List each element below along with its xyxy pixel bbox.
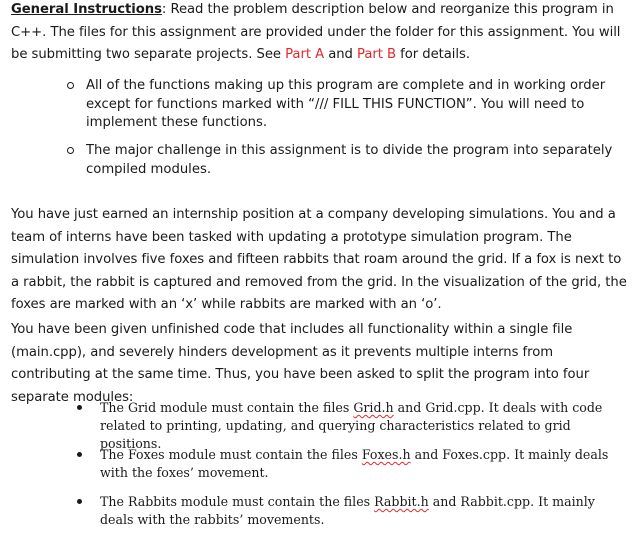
module-text-post: and Foxes.cpp. It mainly deals with the foxes’ movement.	[100, 447, 609, 480]
circle-bullet-item	[86, 142, 616, 179]
circle-bullet-icon	[67, 82, 74, 89]
bullet-dot-icon	[77, 499, 82, 504]
intro-paragraph: You have just earned an internship position at a company developing simulations. You and a team of interns have been tasked with updating a prototype simulation program. The simulation involves five foxes and fifteen rabbits that roam around the grid. If a fox is next to a rabbit, the rabbit is captured and removed from the grid. In the visualization of the grid, the foxes are marked with an ‘x’ while rabbits are marked with an ‘o’.	[11, 207, 627, 312]
module-text-pre: The Grid module must contain the files	[100, 400, 354, 415]
task-paragraph: You have been given unfinished code that includes all functionality within a single file (main.cpp), and severely hinders development as it prevents multiple interns from contributing at the same time. Thus, you have been asked to split the program into four separate modules:	[11, 322, 590, 405]
module-text-post: and Grid.cpp. It deals with code related to printing, updating, and querying characteristics related to grid positions.	[100, 400, 603, 451]
module-text-pre: The Foxes module must contain the files	[100, 447, 362, 462]
bullet-dot-icon	[77, 405, 82, 410]
general-instructions-label: General Instructions	[11, 2, 162, 17]
module-item-grid	[100, 399, 630, 453]
bullet-dot-icon	[77, 452, 82, 457]
general-instructions-end: for details.	[396, 47, 470, 62]
module-item-rabbits	[100, 493, 630, 529]
circle-bullet-icon	[67, 147, 74, 154]
module-item-foxes	[100, 446, 630, 482]
circle-bullet-item	[86, 77, 616, 133]
circle-bullet-text: The major challenge in this assignment is to divide the program into separately compiled modules.	[86, 143, 613, 177]
circle-bullet-text: All of the functions making up this program are complete and in working order except for functions marked with “/// FILL THIS FUNCTION”. You will need to implement these functions.	[86, 78, 606, 130]
part-b-link[interactable]: Part B	[357, 47, 396, 62]
rabbit-header-filename: Rabbit.h	[374, 494, 429, 509]
general-and-text: and	[324, 47, 358, 62]
foxes-header-filename: Foxes.h	[361, 447, 411, 462]
part-a-link[interactable]: Part A	[285, 47, 325, 62]
module-text-pre: The Rabbits module must contain the files	[100, 494, 375, 509]
general-instructions-text: : Read the problem description below and reorganize this program in C++. The files for this assignment are provided under the folder for this assignment. You will be submitting two separate projects. See	[11, 2, 621, 62]
grid-header-filename: Grid.h	[353, 400, 394, 415]
module-text-post: and Rabbit.cpp. It mainly deals with the rabbits’ movements.	[100, 494, 595, 527]
general-instructions	[11, 0, 631, 67]
